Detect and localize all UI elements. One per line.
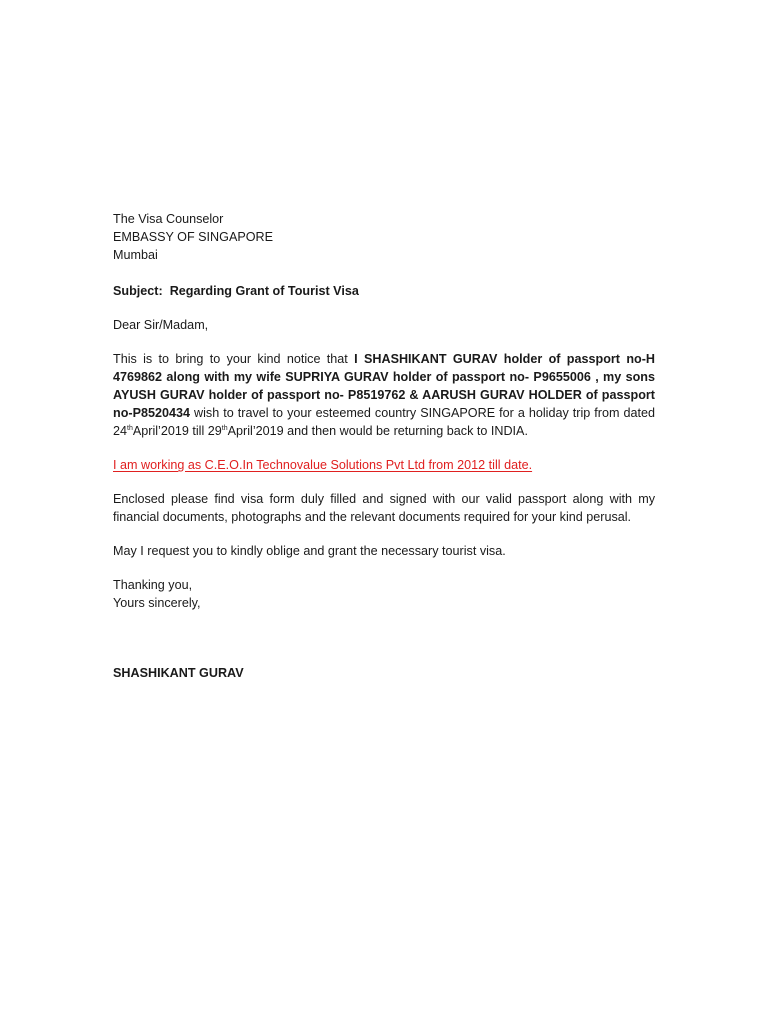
employment-highlight: I am working as C.E.O.In Technovalue Solutions Pvt Ltd from 2012 till date. [113,458,533,472]
intro-name: I SHASHIKANT GURAV [354,352,498,366]
intro-passport-details: holder of passport no-H 4769862 along with my wife SUPRIYA GURAV holder of passport no- P9655006 , my sons AYUSH GURAV holder of passport no- P8519762 & AARUSH GURAV HOLDER of passport no-P8520434 [113,352,655,420]
date-suffix-end: th [221,425,228,432]
recipient-city: Mumbai [113,248,158,262]
date-suffix-start: th [127,425,133,432]
recipient-title: The Visa Counselor [113,212,224,226]
paragraph-intro [113,350,655,440]
subject-line [113,282,655,300]
intro-date-text: April’2019 till 29 [132,424,222,438]
salutation: Dear Sir/Madam, [113,318,209,332]
subject-label: Subject: [113,284,163,298]
closing-thanks: Thanking you, [113,578,193,592]
signature-name: SHASHIKANT GURAV [113,666,244,680]
intro-text-1: This is to bring to your kind notice that [113,352,355,366]
subject-text: Regarding Grant of Tourist Visa [169,284,359,298]
intro-return-text: April’2019 and then would be returning back to INDIA. [227,424,528,438]
intro-travel-text: wish to travel to your esteemed country SINGAPORE for a holiday trip from dated 24 [113,406,655,438]
closing-regards: Yours sincerely, [113,596,201,610]
letter-body [113,210,655,682]
paragraph-request: May I request you to kindly oblige and grant the necessary tourist visa. [113,544,506,558]
paragraph-enclosures: Enclosed please find visa form duly filled and signed with our valid passport along with my financial documents, photographs and the relevant documents required for your kind perusal. [113,492,655,524]
closing [113,576,655,612]
recipient-address [113,210,655,264]
recipient-organization: EMBASSY OF SINGAPORE [113,230,274,244]
